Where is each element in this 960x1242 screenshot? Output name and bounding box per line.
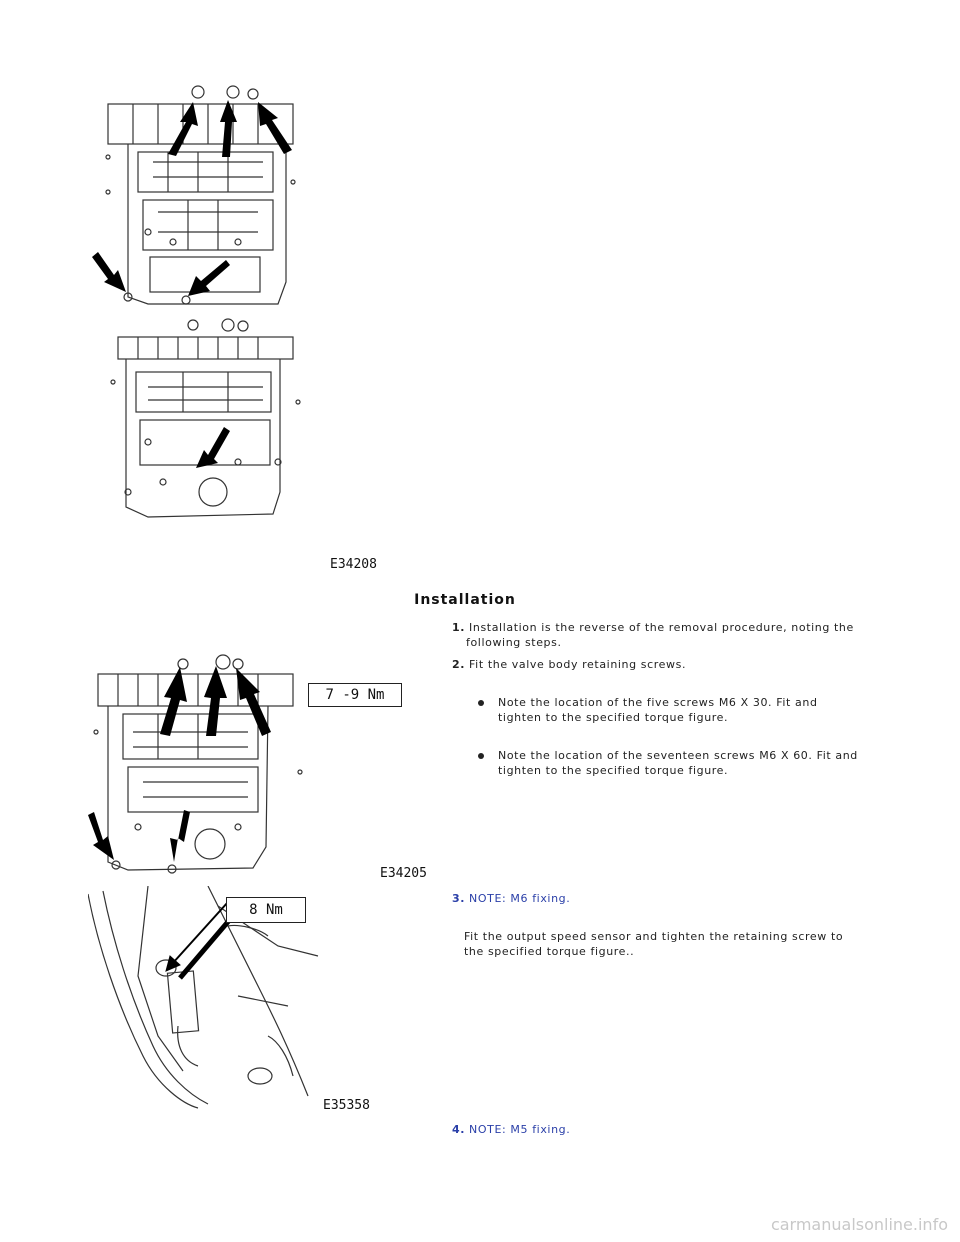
- bullet-line: Note the location of the five screws M6 X 30. Fit and: [498, 696, 818, 709]
- torque-label-box-2: 8 Nm: [226, 897, 306, 923]
- step-number: 1.: [452, 621, 466, 634]
- step-note: NOTE: M6 fixing.: [469, 892, 571, 905]
- step-1: [452, 620, 872, 650]
- bullet-line: tighten to the specified torque figure.: [498, 711, 729, 724]
- figure-2-caption: E34205: [380, 866, 427, 881]
- bullet-line: tighten to the specified torque figure.: [498, 764, 729, 777]
- bullet-item: [478, 748, 878, 778]
- bullet-dot: [478, 753, 484, 759]
- step-2: [452, 657, 872, 672]
- bullet-line: Note the location of the seventeen screws M6 X 60. Fit and: [498, 749, 858, 762]
- step-number: 4.: [452, 1123, 466, 1136]
- step-body-line: the specified torque figure..: [464, 945, 635, 958]
- figure-1-caption: E34208: [330, 557, 377, 572]
- step-body-line: Fit the output speed sensor and tighten the retaining screw to: [464, 930, 844, 943]
- step-text: Fit the valve body retaining screws.: [469, 658, 687, 671]
- step-text: Installation is the reverse of the removal procedure, noting the: [469, 621, 854, 634]
- figure-valve-body-installation: [88, 652, 308, 882]
- step-4: [452, 1122, 872, 1137]
- torque-label-box: 7 -9 Nm: [308, 683, 402, 707]
- bullet-dot: [478, 700, 484, 706]
- bullet-item: [478, 695, 878, 725]
- watermark: carmanualsonline.info: [770, 1215, 948, 1234]
- step-number: 2.: [452, 658, 466, 671]
- figure-3-caption: E35358: [323, 1098, 370, 1113]
- step-number: 3.: [452, 892, 466, 905]
- step-text-cont: following steps.: [466, 636, 562, 649]
- step-3-body: [464, 929, 874, 959]
- step-3: [452, 891, 872, 906]
- figure-valve-body-removal: [88, 82, 318, 532]
- step-note: NOTE: M5 fixing.: [469, 1123, 571, 1136]
- section-title: Installation: [414, 592, 516, 608]
